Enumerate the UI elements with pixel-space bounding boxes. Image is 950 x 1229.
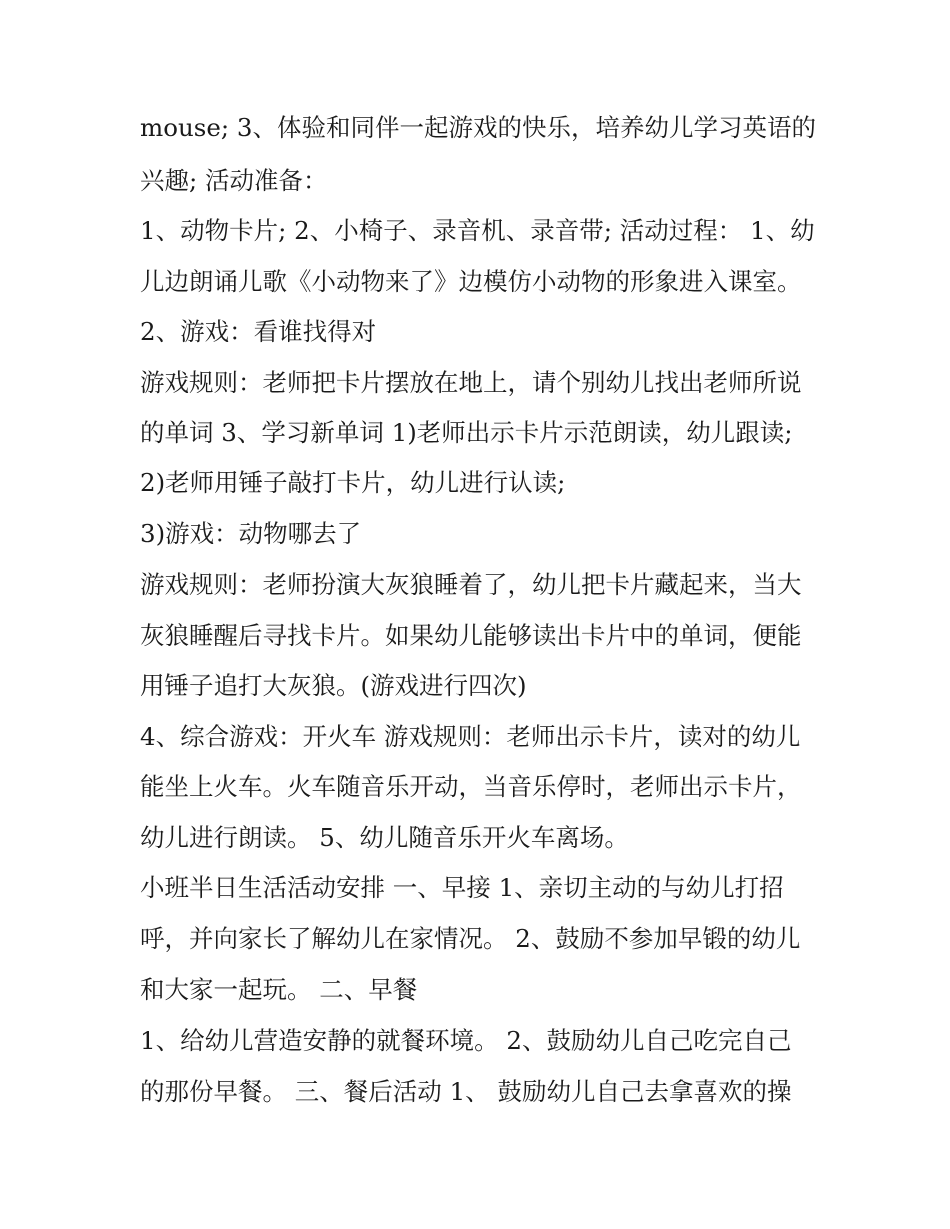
text-line: 和大家一起玩。 二、早餐 (140, 975, 418, 1004)
text-line: 1、给幼儿营造安静的就餐环境。 2、鼓励幼儿自己吃完自己 (140, 1026, 792, 1055)
text-line: 灰狼睡醒后寻找卡片。如果幼儿能够读出卡片中的单词，便能 (140, 621, 802, 650)
text-line: 兴趣; 活动准备： (140, 166, 328, 195)
text-line: 幼儿进行朗读。 5、幼儿随音乐开火车离场。 (140, 823, 629, 852)
text-line: 呼，并向家长了解幼儿在家情况。 2、鼓励不参加早锻的幼儿 (140, 924, 801, 953)
text-line: 1、动物卡片; 2、小椅子、录音机、录音带; 活动过程： 1、幼 (140, 216, 815, 245)
text-line: 游戏规则：老师把卡片摆放在地上，请个别幼儿找出老师所说 (140, 368, 802, 397)
text-line: 儿边朗诵儿歌《小动物来了》边模仿小动物的形象进入课室。 (140, 267, 802, 296)
text-line: 的单词 3、学习新单词 1)老师出示卡片示范朗读，幼儿跟读; (140, 418, 793, 447)
text-line: 4、综合游戏：开火车 游戏规则：老师出示卡片，读对的幼儿 (140, 722, 801, 751)
text-line: 3)游戏：动物哪去了 (140, 519, 362, 548)
text-line: 用锤子追打大灰狼。(游戏进行四次) (140, 671, 527, 700)
text-line: 小班半日生活活动安排 一、早接 1、亲切主动的与幼儿打招 (140, 873, 784, 902)
text-line: 能坐上火车。火车随音乐开动，当音乐停时，老师出示卡片， (140, 772, 802, 801)
text-line: 2)老师用锤子敲打卡片，幼儿进行认读; (140, 468, 566, 497)
text-line: 2、游戏：看谁找得对 (140, 317, 377, 346)
text-line: mouse; 3、体验和同伴一起游戏的快乐，培养幼儿学习英语的 (140, 113, 816, 142)
text-line: 的那份早餐。 三、餐后活动 1、 鼓励幼儿自己去拿喜欢的操 (140, 1077, 792, 1106)
text-line: 游戏规则：老师扮演大灰狼睡着了，幼儿把卡片藏起来，当大 (140, 570, 802, 599)
